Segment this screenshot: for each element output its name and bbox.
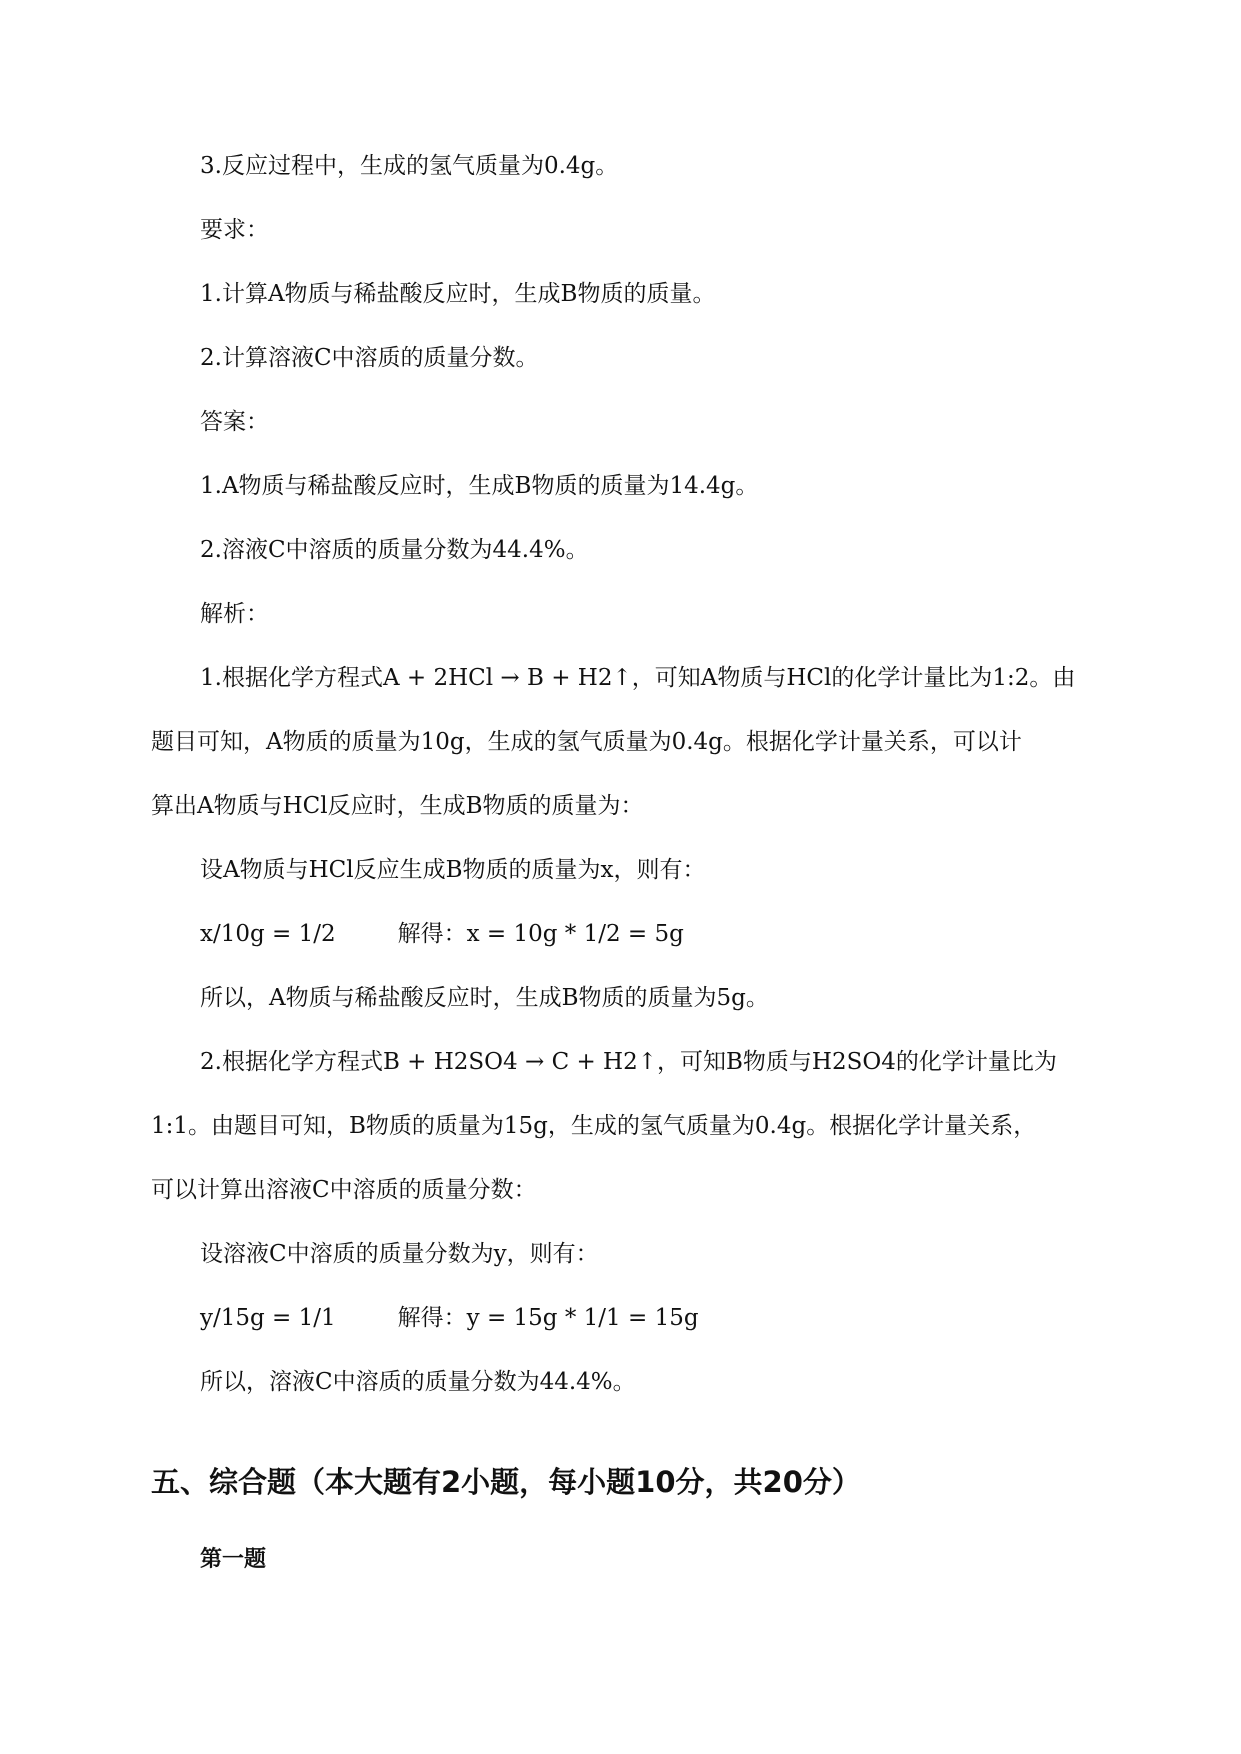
analysis-part2-solution: 解得：y = 15g * 1/1 = 15g <box>397 1305 699 1331</box>
analysis-part2-setup: 设溶液C中溶质的质量分数为y，则有： <box>200 1241 599 1267</box>
analysis-part2-line1: 2.根据化学方程式B + H2SO4 → C + H2↑，可知B物质与H2SO4的化学计量比为 <box>200 1049 1057 1075</box>
analysis-part1-line2: 题目可知，A物质的质量为10g，生成的氢气质量为0.4g。根据化学计量关系，可以计 <box>151 729 1022 755</box>
analysis-part1-conclusion: 所以，A物质与稀盐酸反应时，生成B物质的质量为5g。 <box>200 985 769 1011</box>
question-heading: 第一题 <box>200 1547 267 1572</box>
analysis-part1-setup: 设A物质与HCl反应生成B物质的质量为x，则有： <box>200 857 706 883</box>
answer-item-1: 1.A物质与稀盐酸反应时，生成B物质的质量为14.4g。 <box>200 473 759 499</box>
answer-label: 答案： <box>200 409 269 435</box>
analysis-part2-equation-row <box>200 1303 699 1333</box>
analysis-part1-line1: 1.根据化学方程式A + 2HCl → B + H2↑，可知A物质与HCl的化学计量比为1:2。由 <box>200 665 1076 691</box>
analysis-part2-equation: y/15g = 1/1 <box>200 1305 336 1331</box>
answer-item-2: 2.溶液C中溶质的质量分数为44.4%。 <box>200 537 589 563</box>
requirement-item-1: 1.计算A物质与稀盐酸反应时，生成B物质的质量。 <box>200 281 716 307</box>
analysis-part2-line3: 可以计算出溶液C中溶质的质量分数： <box>151 1177 537 1203</box>
analysis-label: 解析： <box>200 601 269 627</box>
requirements-label: 要求： <box>200 217 269 243</box>
analysis-part2-line2: 1:1。由题目可知，B物质的质量为15g，生成的氢气质量为0.4g。根据化学计量关系， <box>151 1113 1037 1139</box>
analysis-part2-conclusion: 所以，溶液C中溶质的质量分数为44.4%。 <box>200 1369 636 1395</box>
section-heading: 五、综合题（本大题有2小题，每小题10分，共20分） <box>151 1465 861 1499</box>
given-item-3: 3.反应过程中，生成的氢气质量为0.4g。 <box>200 153 619 179</box>
analysis-part1-solution: 解得：x = 10g * 1/2 = 5g <box>397 921 684 947</box>
requirement-item-2: 2.计算溶液C中溶质的质量分数。 <box>200 345 539 371</box>
analysis-part1-equation-row <box>200 919 684 949</box>
analysis-part1-line3: 算出A物质与HCl反应时，生成B物质的质量为： <box>151 793 644 819</box>
analysis-part1-equation: x/10g = 1/2 <box>200 921 336 947</box>
